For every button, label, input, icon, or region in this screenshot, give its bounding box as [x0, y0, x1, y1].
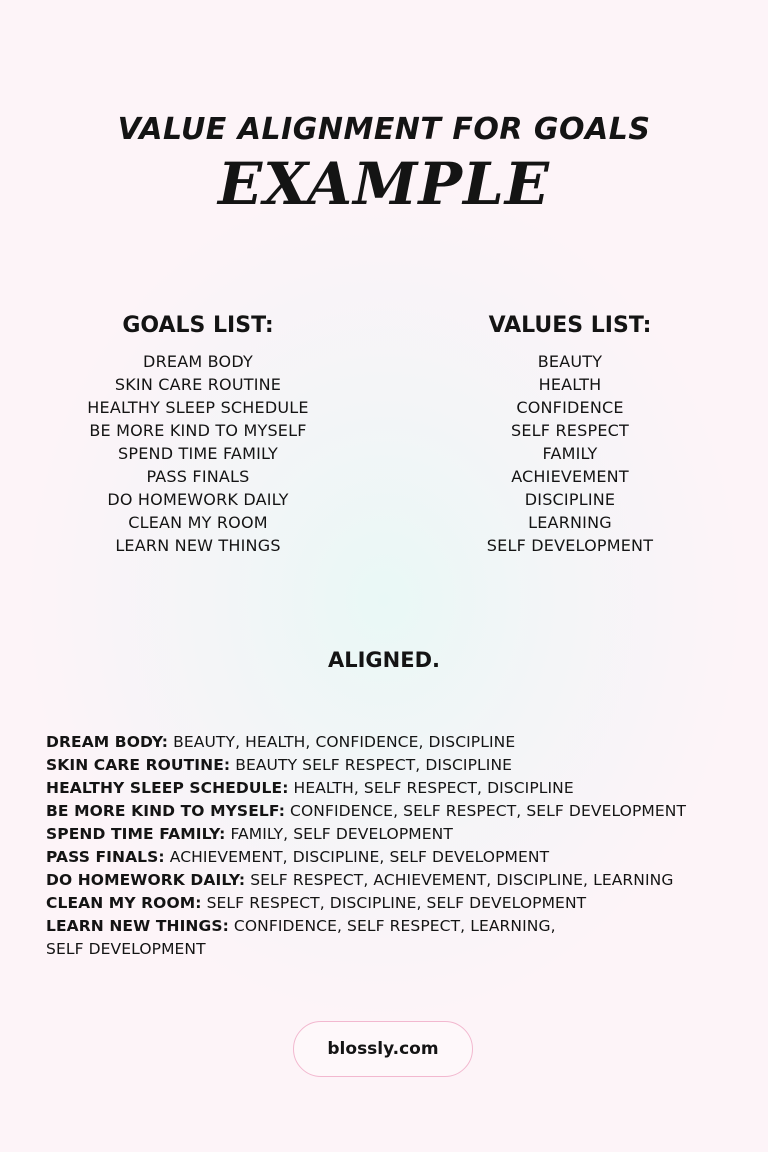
aligned-heading: ALIGNED.	[327, 648, 440, 672]
aligned-row	[46, 892, 746, 915]
aligned-goal-label: SPEND TIME FAMILY:	[46, 825, 226, 843]
aligned-row	[46, 915, 746, 938]
aligned-values-text: FAMILY, SELF DEVELOPMENT	[225, 825, 453, 843]
aligned-values-text: SELF RESPECT, ACHIEVEMENT, DISCIPLINE, LEARNING	[245, 871, 674, 889]
aligned-goal-label: SKIN CARE ROUTINE:	[46, 756, 231, 774]
goals-list-item: LEARN NEW THINGS	[115, 536, 281, 555]
values-list-item: SELF DEVELOPMENT	[486, 536, 654, 555]
aligned-values-text: BEAUTY SELF RESPECT, DISCIPLINE	[230, 756, 513, 774]
goals-list-item: DO HOMEWORK DAILY	[107, 490, 289, 509]
goals-list-item: SKIN CARE ROUTINE	[114, 375, 282, 394]
values-list-item: HEALTH	[538, 375, 602, 394]
aligned-row	[46, 869, 746, 892]
goals-list-section	[38, 312, 358, 557]
aligned-row	[46, 800, 746, 823]
values-list-heading: VALUES LIST:	[488, 313, 652, 338]
aligned-goal-label: LEARN NEW THINGS:	[46, 917, 229, 935]
goals-list	[38, 350, 358, 557]
goals-list-heading: GOALS LIST:	[122, 313, 274, 338]
aligned-goal-label: BE MORE KIND TO MYSELF:	[46, 802, 285, 820]
aligned-values-text: HEALTH, SELF RESPECT, DISCIPLINE	[288, 779, 574, 797]
values-list-section	[410, 312, 730, 557]
goals-list-item: PASS FINALS	[146, 467, 250, 486]
aligned-values-text: ACHIEVEMENT, DISCIPLINE, SELF DEVELOPMENT	[164, 848, 550, 866]
values-list-item: ACHIEVEMENT	[511, 467, 629, 486]
values-list-item: FAMILY	[542, 444, 598, 463]
values-list-item: SELF RESPECT	[511, 421, 629, 440]
values-list-item: DISCIPLINE	[524, 490, 616, 509]
aligned-values-text: BEAUTY, HEALTH, CONFIDENCE, DISCIPLINE	[168, 733, 516, 751]
values-list-item: LEARNING	[528, 513, 612, 532]
aligned-values-text: SELF DEVELOPMENT	[46, 940, 206, 958]
goals-list-item: HEALTHY SLEEP SCHEDULE	[87, 398, 309, 417]
aligned-row	[46, 731, 746, 754]
goals-list-item: CLEAN MY ROOM	[128, 513, 268, 532]
goals-list-item: DREAM BODY	[143, 352, 253, 371]
aligned-values-text: CONFIDENCE, SELF RESPECT, SELF DEVELOPMENT	[285, 802, 687, 820]
aligned-row	[46, 823, 746, 846]
aligned-goal-label: DO HOMEWORK DAILY:	[46, 871, 246, 889]
aligned-goal-label: DREAM BODY:	[46, 733, 169, 751]
values-list-item: BEAUTY	[537, 352, 603, 371]
aligned-row	[46, 846, 746, 869]
aligned-row	[46, 777, 746, 800]
values-list	[410, 350, 730, 557]
aligned-goal-label: PASS FINALS:	[46, 848, 165, 866]
aligned-row-continuation	[46, 938, 746, 961]
aligned-goal-label: CLEAN MY ROOM:	[46, 894, 202, 912]
goals-list-item: BE MORE KIND TO MYSELF	[89, 421, 307, 440]
aligned-list	[46, 731, 746, 961]
values-list-item: CONFIDENCE	[516, 398, 624, 417]
site-link-label: blossly.com	[327, 1039, 439, 1059]
aligned-goal-label: HEALTHY SLEEP SCHEDULE:	[46, 779, 289, 797]
page-subtitle: EXAMPLE	[218, 150, 550, 218]
page-title: VALUE ALIGNMENT FOR GOALS	[117, 112, 651, 147]
aligned-row	[46, 754, 746, 777]
aligned-values-text: CONFIDENCE, SELF RESPECT, LEARNING,	[228, 917, 556, 935]
goals-list-item: SPEND TIME FAMILY	[118, 444, 278, 463]
site-link-button[interactable]	[293, 1021, 473, 1077]
aligned-values-text: SELF RESPECT, DISCIPLINE, SELF DEVELOPMENT	[201, 894, 587, 912]
